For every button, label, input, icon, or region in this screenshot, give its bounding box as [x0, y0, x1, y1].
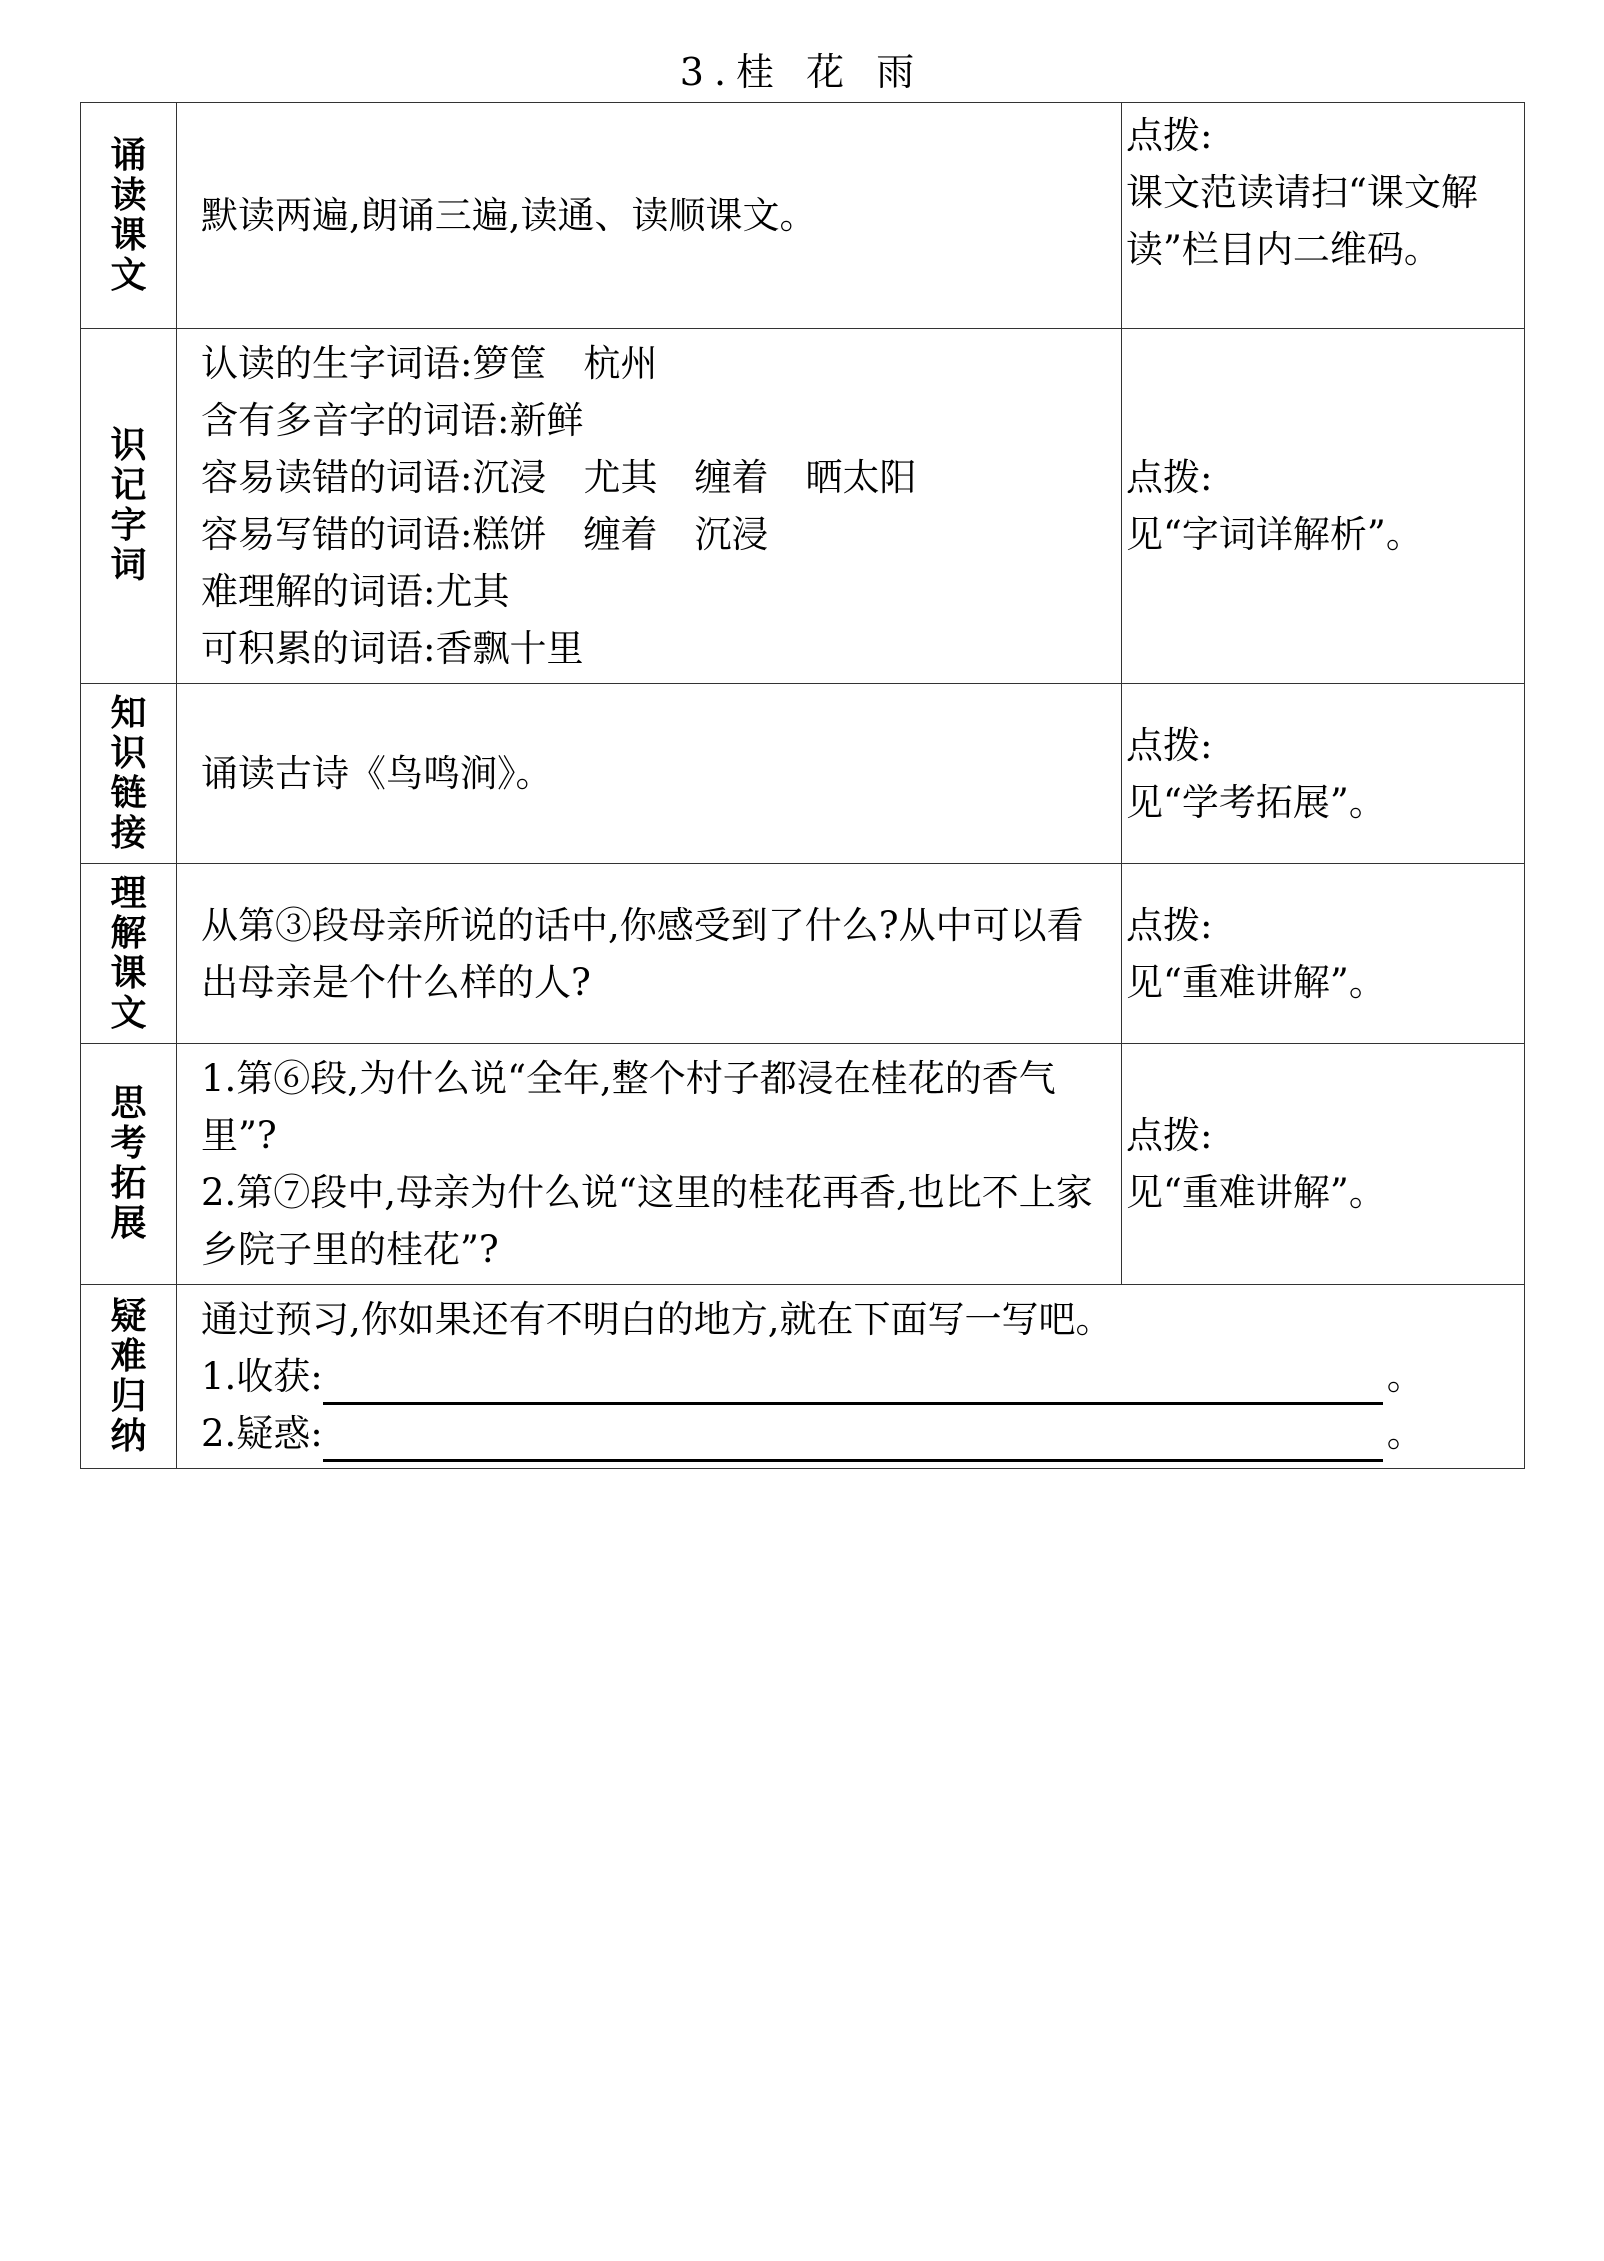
- row-header: 知 识 链 接: [81, 684, 177, 864]
- hint-label: 点拨:: [1126, 723, 1213, 767]
- row-content: [177, 1285, 1525, 1469]
- harvest-label: 1.收获:: [201, 1355, 323, 1398]
- table-row: [81, 1285, 1525, 1469]
- preview-table: [80, 102, 1525, 1469]
- table-row: [81, 103, 1525, 329]
- hint-text: 见“重难讲解”。: [1126, 960, 1386, 1004]
- hint-cell: [1122, 103, 1525, 329]
- table-row: [81, 684, 1525, 864]
- row-header: 思 考 拓 展: [81, 1044, 177, 1285]
- table-row: [81, 864, 1525, 1044]
- hint-cell: [1122, 1044, 1525, 1285]
- hint-label: 点拨:: [1126, 903, 1213, 947]
- row-content: 诵读古诗《鸟鸣涧》。: [177, 684, 1122, 864]
- hint-cell: [1122, 684, 1525, 864]
- intro-text: 通过预习,你如果还有不明白的地方,就在下面写一写吧。: [201, 1298, 1113, 1341]
- hint-text: 见“字词详解析”。: [1126, 513, 1423, 556]
- table-row: [81, 329, 1525, 684]
- harvest-line: 1.收获: 。: [201, 1348, 1500, 1405]
- row-header: 理 解 课 文: [81, 864, 177, 1044]
- row-content: 默读两遍,朗诵三遍,读通、读顺课文。: [177, 103, 1122, 329]
- row-header: 疑 难 归 纳: [81, 1285, 177, 1469]
- row-content: 1.第⑥段,为什么说“全年,整个村子都浸在桂花的香气里”? 2.第⑦段中,母亲为什么说“这里的桂花再香,也比不上家乡院子里的桂花”?: [177, 1044, 1122, 1285]
- row-header: 识 记 字 词: [81, 329, 177, 684]
- hint-text: 课文范读请扫“课文解读”栏目内二维码。: [1126, 171, 1478, 271]
- table-row: [81, 1044, 1525, 1285]
- doubt-label: 2.疑惑:: [201, 1412, 323, 1455]
- row-content: 认读的生字词语:箩筐 杭州 含有多音字的词语:新鲜 容易读错的词语:沉浸 尤其 缠着 晒太阳 容易写错的词语:糕饼 缠着 沉浸 难理解的词语:尤其 可积累的词语:香飘十里: [177, 329, 1122, 684]
- hint-cell: [1122, 329, 1525, 684]
- hint-label: 点拨:: [1126, 114, 1213, 157]
- hint-text: 见“学考拓展”。: [1126, 780, 1386, 824]
- doubt-input[interactable]: [323, 1415, 1383, 1462]
- row-content: 从第③段母亲所说的话中,你感受到了什么?从中可以看出母亲是个什么样的人?: [177, 864, 1122, 1044]
- hint-cell: [1122, 864, 1525, 1044]
- page-title: 3.桂 花 雨: [679, 50, 925, 94]
- hint-label: 点拨:: [1126, 1114, 1213, 1157]
- doubt-line: 2.疑惑: 。: [201, 1405, 1500, 1462]
- harvest-input[interactable]: [323, 1358, 1383, 1405]
- row-header: 诵 读 课 文: [81, 103, 177, 329]
- hint-label: 点拨:: [1126, 456, 1213, 499]
- hint-text: 见“重难讲解”。: [1126, 1171, 1386, 1214]
